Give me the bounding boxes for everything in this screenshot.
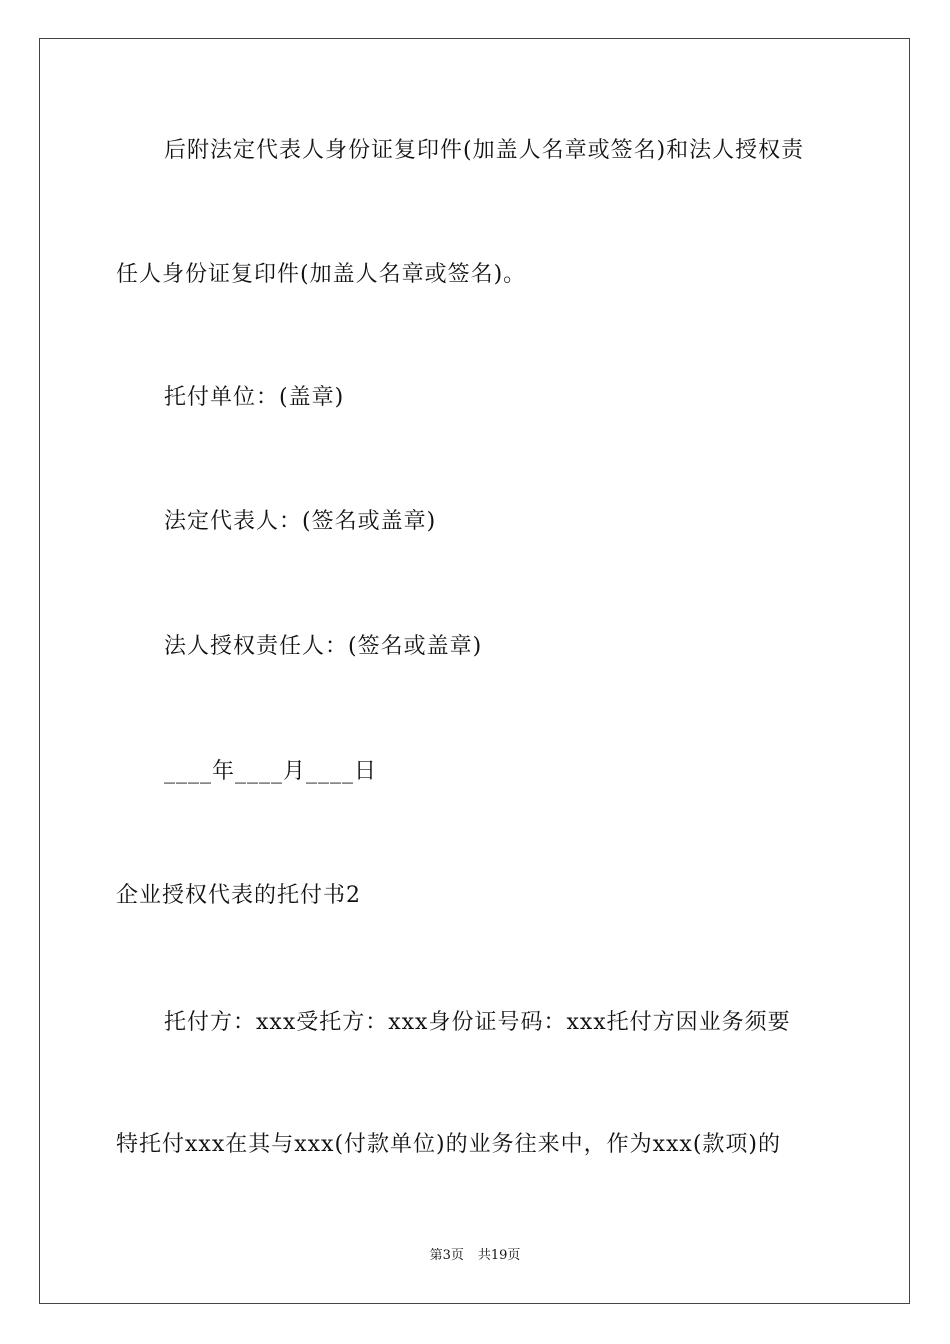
paragraph-line-2: 任人身份证复印件(加盖人名章或签名)。	[116, 262, 527, 287]
page-border	[39, 38, 910, 1304]
paragraph-line-3: 托付方：xxx受托方：xxx身份证号码：xxx托付方因业务须要	[164, 1010, 791, 1035]
authorized-person-line: 法人授权责任人：(签名或盖章)	[164, 634, 483, 659]
entrusting-unit-line: 托付单位：(盖章)	[164, 385, 345, 410]
paragraph-line-1: 后附法定代表人身份证复印件(加盖人名章或签名)和法人授权责	[164, 138, 805, 163]
page-total: 共19页	[477, 1248, 521, 1263]
date-line: ____年____月____日	[164, 759, 378, 784]
legal-representative-line: 法定代表人：(签名或盖章)	[164, 509, 437, 534]
paragraph-line-4: 特托付xxx在其与xxx(付款单位)的业务往来中，作为xxx(款项)的	[116, 1132, 781, 1157]
section-title: 企业授权代表的托付书2	[116, 883, 361, 908]
page-number: 第3页	[429, 1248, 464, 1263]
page-footer	[0, 1246, 950, 1266]
